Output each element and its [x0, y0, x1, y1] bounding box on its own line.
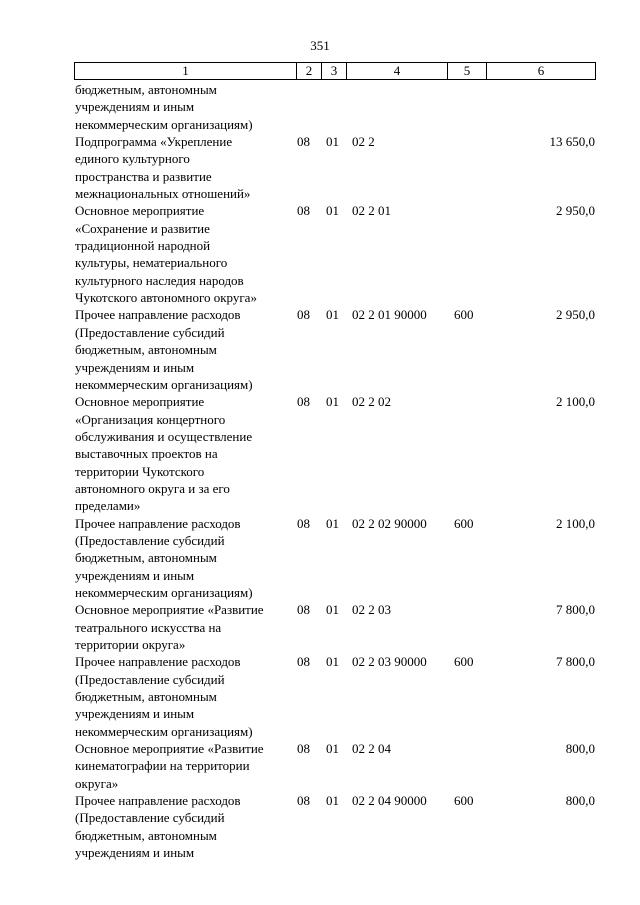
row-name: Подпрограмма «Укрепление единого культурного пространства и развитие межнациональных отношений»: [75, 134, 251, 202]
row-expense-type: 600: [454, 654, 474, 670]
row-subsection: 01: [326, 602, 339, 618]
row-amount: 2 100,0: [556, 515, 595, 531]
column-header-2: 2: [297, 63, 322, 80]
row-amount: 2 950,0: [556, 307, 595, 323]
table-row: [75, 393, 595, 514]
table-row: [75, 202, 595, 306]
row-name: Основное мероприятие «Организация концертного обслуживания и осуществление выставочных проектов на территории Чукотского автономного округа и за его пределами»: [75, 394, 253, 514]
row-section: 08: [297, 203, 310, 219]
row-target-article: 02 2 01 90000: [352, 307, 427, 323]
row-target-article: 02 2 03 90000: [352, 654, 427, 670]
row-target-article: 02 2 01: [352, 203, 391, 219]
row-target-article: 02 2 03: [352, 602, 391, 618]
row-name: Прочее направление расходов (Предоставление субсидий бюджетным, автономным учреждениям и иным некоммерческим организациям): [75, 515, 253, 600]
row-name: Основное мероприятие «Развитие театрального искусства на территории округа»: [75, 602, 264, 652]
row-name: Прочее направление расходов (Предоставление субсидий бюджетным, автономным учреждениям и иным: [75, 793, 241, 861]
row-amount: 800,0: [565, 741, 595, 757]
row-subsection: 01: [326, 203, 339, 219]
row-section: 08: [297, 515, 310, 531]
row-name: Основное мероприятие «Сохранение и развитие традиционной народной культуры, нематериального культурного наследия народов Чукотского автономного округа»: [75, 203, 257, 306]
table-row: [75, 601, 595, 653]
column-header-table: [74, 62, 596, 80]
row-subsection: 01: [326, 134, 339, 150]
column-header-row: [75, 63, 596, 80]
table-body: [75, 81, 595, 861]
row-amount: 2 100,0: [556, 394, 595, 410]
column-header-4: 4: [347, 63, 448, 80]
row-section: 08: [297, 741, 310, 757]
column-header-3: 3: [322, 63, 347, 80]
row-amount: 7 800,0: [556, 602, 595, 618]
column-header-5: 5: [448, 63, 487, 80]
row-expense-type: 600: [454, 515, 474, 531]
table-row: [75, 81, 595, 133]
row-target-article: 02 2 02 90000: [352, 515, 427, 531]
page-number: 351: [310, 38, 330, 53]
row-subsection: 01: [326, 394, 339, 410]
row-name: Прочее направление расходов (Предоставление субсидий бюджетным, автономным учреждениям и иным некоммерческим организациям): [75, 654, 253, 739]
table-row: [75, 792, 595, 861]
row-target-article: 02 2 04: [352, 741, 391, 757]
table-row: [75, 306, 595, 393]
row-expense-type: 600: [454, 793, 474, 809]
row-amount: 13 650,0: [549, 134, 595, 150]
row-name: бюджетным, автономным учреждениям и иным некоммерческим организациям): [75, 82, 253, 132]
row-amount: 800,0: [565, 793, 595, 809]
column-header-1: 1: [75, 63, 297, 80]
table-row: [75, 515, 595, 602]
table-row: [75, 653, 595, 740]
row-amount: 2 950,0: [556, 203, 595, 219]
row-section: 08: [297, 793, 310, 809]
row-section: 08: [297, 602, 310, 618]
table-row: [75, 740, 595, 792]
row-subsection: 01: [326, 515, 339, 531]
row-section: 08: [297, 654, 310, 670]
column-header-6: 6: [487, 63, 596, 80]
row-target-article: 02 2: [352, 134, 375, 150]
row-subsection: 01: [326, 307, 339, 323]
row-subsection: 01: [326, 654, 339, 670]
row-name: Прочее направление расходов (Предоставление субсидий бюджетным, автономным учреждениям и иным некоммерческим организациям): [75, 307, 253, 392]
row-name: Основное мероприятие «Развитие кинематографии на территории округа»: [75, 741, 264, 791]
row-subsection: 01: [326, 793, 339, 809]
table-row: [75, 133, 595, 202]
row-section: 08: [297, 307, 310, 323]
row-target-article: 02 2 04 90000: [352, 793, 427, 809]
row-expense-type: 600: [454, 307, 474, 323]
row-target-article: 02 2 02: [352, 394, 391, 410]
row-section: 08: [297, 134, 310, 150]
row-subsection: 01: [326, 741, 339, 757]
row-amount: 7 800,0: [556, 654, 595, 670]
row-section: 08: [297, 394, 310, 410]
